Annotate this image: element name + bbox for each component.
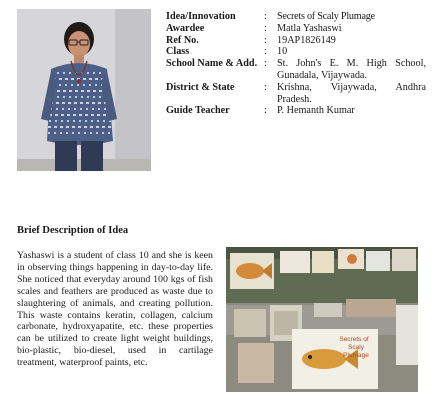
detail-value: Matla Yashaswi: [277, 22, 342, 34]
detail-colon: :: [264, 34, 267, 46]
detail-value: Secrets of Scaly Plumage: [277, 11, 375, 22]
detail-value: 10: [277, 46, 288, 58]
detail-value: P. Hemanth Kumar: [277, 105, 355, 117]
detail-label: District & State: [166, 81, 235, 93]
svg-text:Plumage: Plumage: [343, 352, 369, 359]
detail-row-idea: [166, 11, 426, 23]
detail-row-guide: [166, 105, 426, 117]
brief-description-heading: Brief Description of Idea: [17, 225, 129, 236]
detail-row-ref-no: [166, 35, 426, 47]
svg-text:Scaly: Scaly: [348, 344, 364, 351]
detail-label: Guide Teacher: [166, 105, 230, 117]
exhibit-photo: [226, 247, 418, 392]
detail-label: Class: [166, 46, 190, 58]
detail-colon: :: [264, 22, 267, 34]
detail-label: Ref No.: [166, 34, 199, 46]
brief-description-text: Yashaswi is a student of class 10 and she is keen in observing things happening in day-to-day life. She noticed that everyday around 100 kgs of fish scales and feathers are produced as waste due to slaughtering of animals, and creating pollution. This waste contains keratin, collagen, calcium carbonate, hydroxyapatite, etc. these properties can be utilized to create light weight buildings, bio-plastic, bio-diesel, used in cartilage treatment, waterproof paints, etc.: [17, 250, 213, 369]
detail-row-class: [166, 46, 426, 58]
detail-colon: :: [264, 81, 267, 93]
svg-text:Secrets of: Secrets of: [339, 336, 369, 343]
detail-colon: :: [264, 105, 267, 117]
details-table: [166, 11, 426, 117]
detail-label: Idea/Innovation: [166, 11, 236, 22]
detail-colon: :: [264, 46, 267, 58]
detail-value: Krishna, Vijaywada, Andhra Pradesh.: [277, 81, 426, 105]
detail-colon: :: [264, 11, 267, 22]
detail-value: 19AP1826149: [277, 34, 336, 46]
detail-colon: :: [264, 58, 267, 70]
detail-label: School Name & Add.: [166, 58, 258, 70]
detail-row-district: [166, 82, 426, 106]
detail-row-school: [166, 58, 426, 82]
detail-label: Awardee: [166, 22, 205, 34]
detail-value: St. John's E. M. High School, Gunadala, Vijaywada.: [277, 58, 426, 81]
student-photo: [17, 9, 151, 171]
detail-row-awardee: [166, 23, 426, 35]
